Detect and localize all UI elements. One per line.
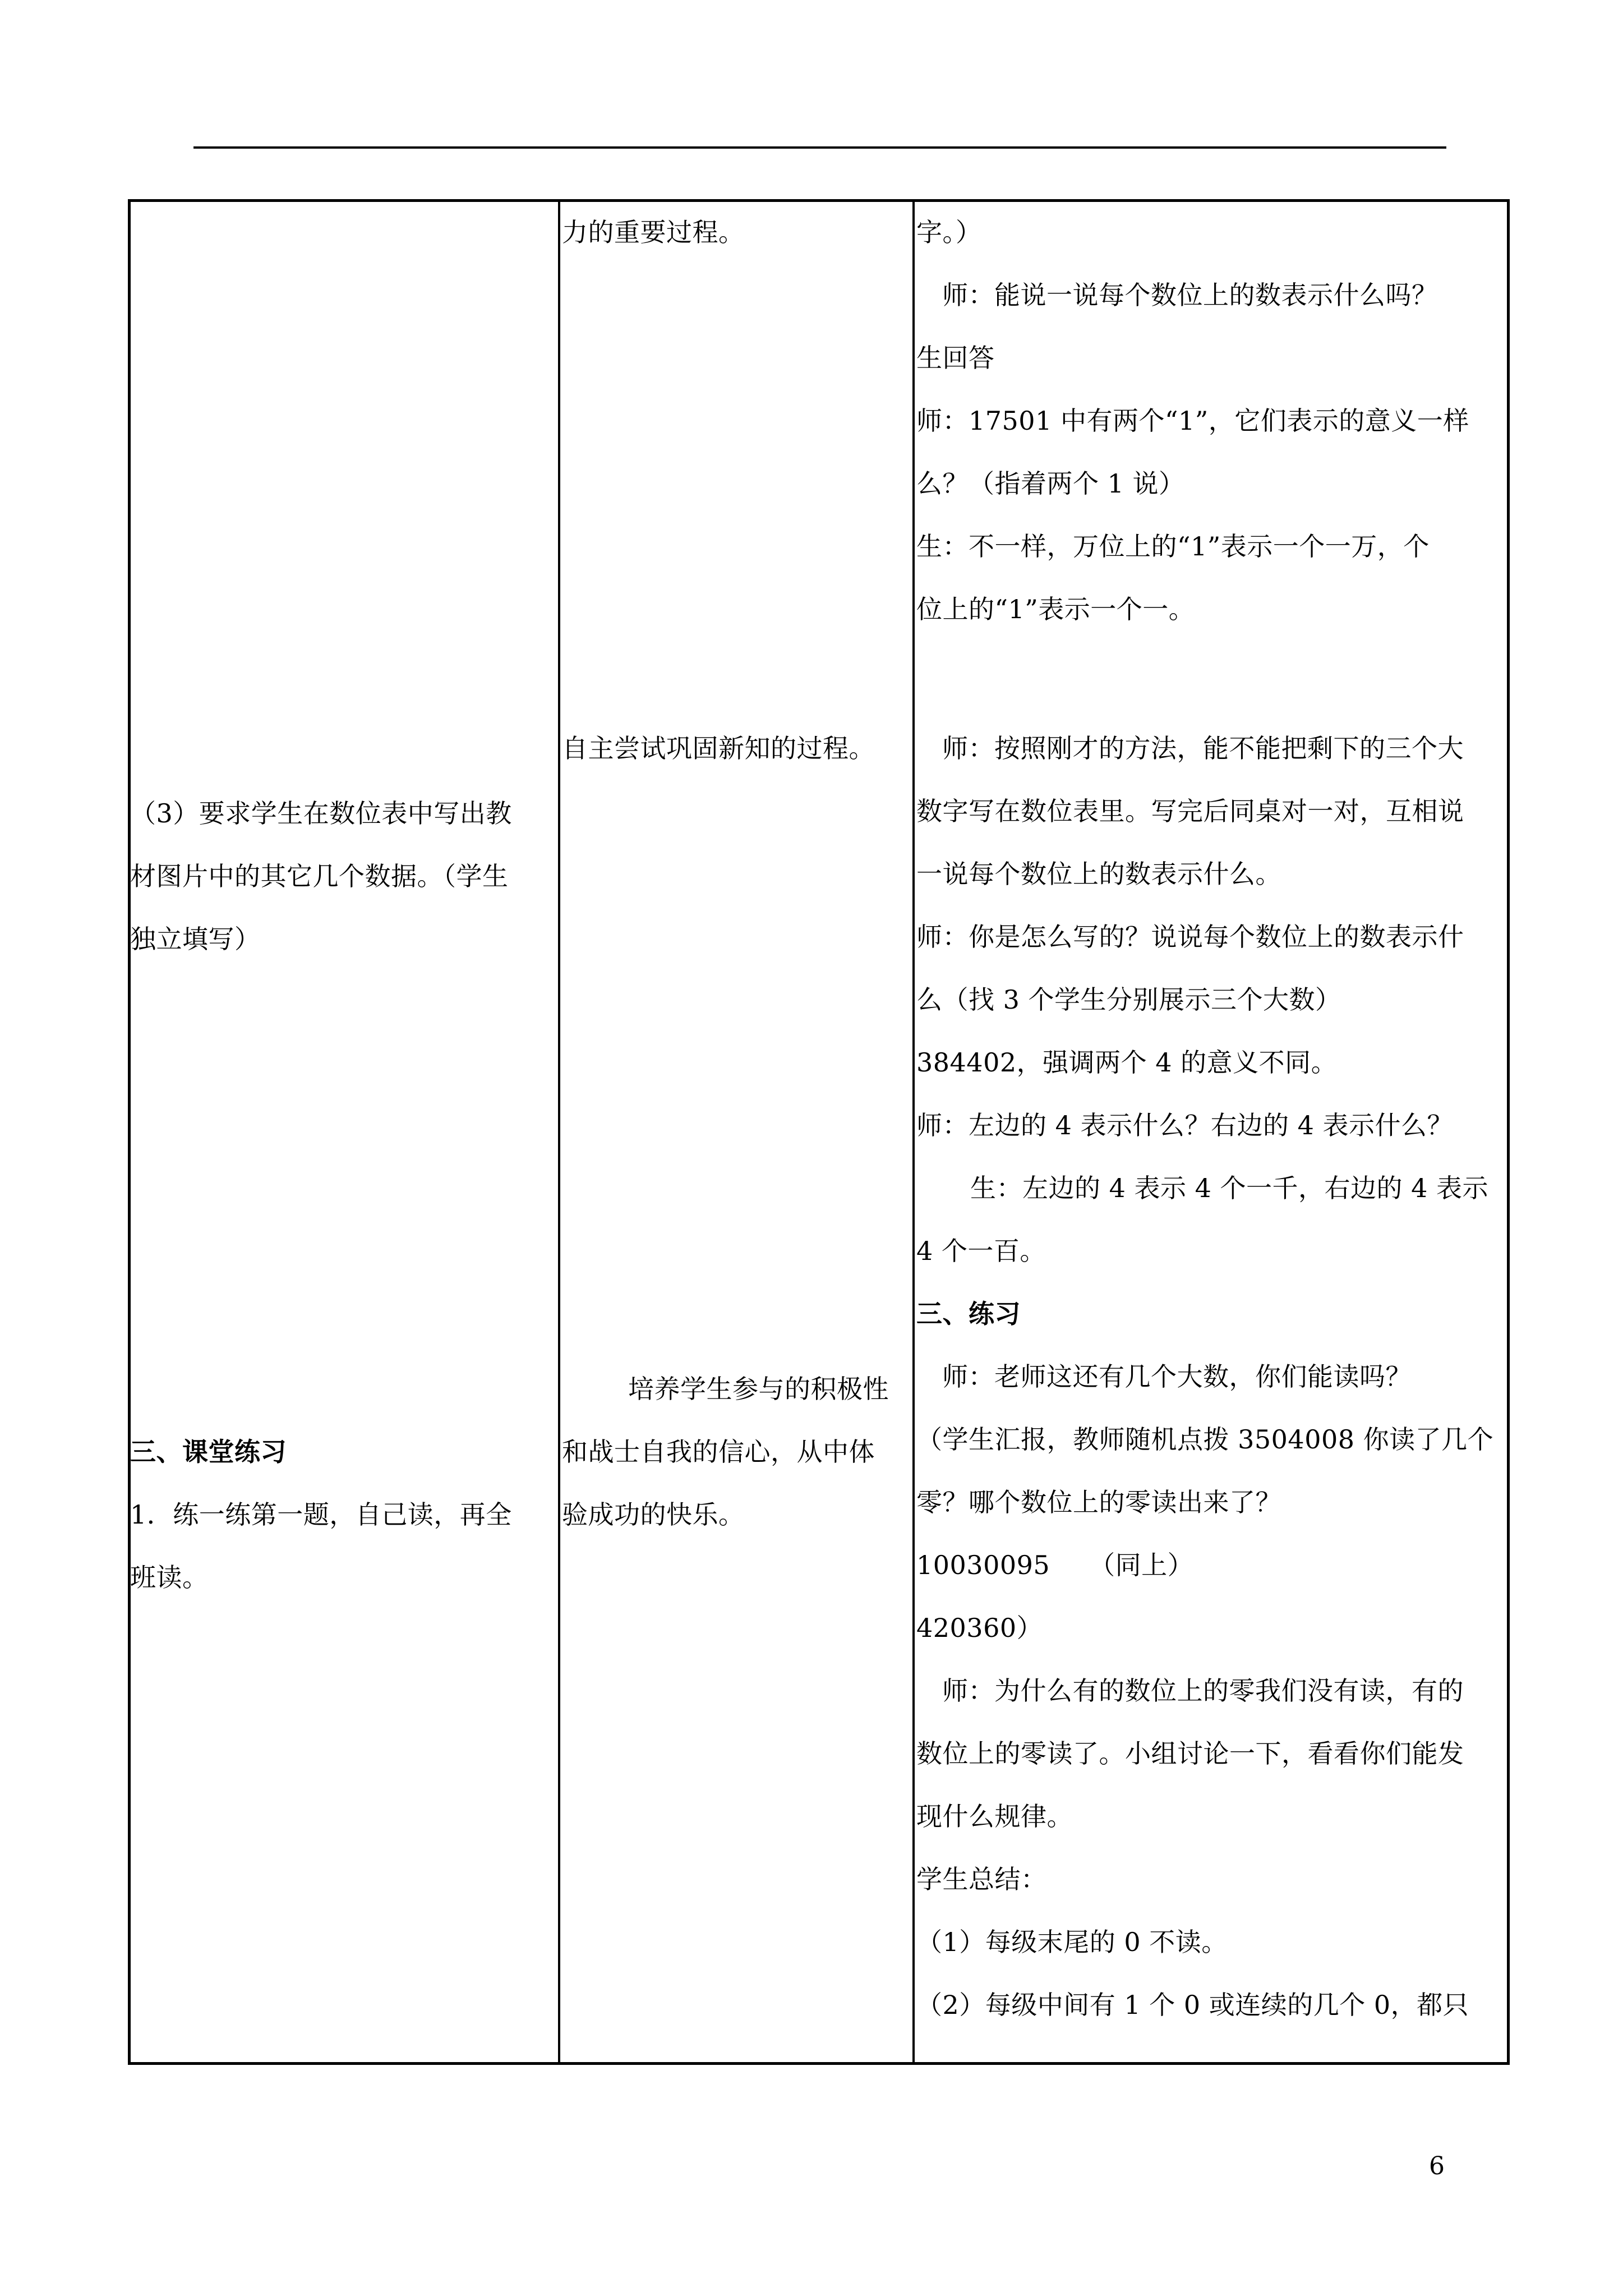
column3-line: 位上的“1”表示一个一。 <box>916 594 1195 624</box>
column3-line: 字。） <box>916 217 982 247</box>
column-divider-2 <box>912 199 915 2065</box>
column-divider-1 <box>558 199 560 2065</box>
column3-line: 师：老师这还有几个大数，你们能读吗？ <box>942 1361 1412 1392</box>
column2-line5: 验成功的快乐。 <box>562 1499 745 1530</box>
column3-line: 384402，强调两个 4 的意义不同。 <box>916 1047 1338 1078</box>
column1-practice-line1: 1．练一练第一题，自己读，再全 <box>130 1499 512 1530</box>
column3-line: 现什么规律。 <box>916 1801 1073 1832</box>
column3-line: 生：左边的 4 表示 4 个一千，右边的 4 表示 <box>970 1173 1489 1203</box>
column3-line: 数字写在数位表里。写完后同桌对一对，互相说 <box>916 796 1464 826</box>
column1-task-line2: 材图片中的其它几个数据。（学生 <box>130 861 509 891</box>
column3-section-heading: 三、练习 <box>916 1299 1021 1329</box>
column3-line: 师：能说一说每个数位上的数表示什么吗？ <box>942 280 1438 310</box>
column1-section-heading: 三、课堂练习 <box>130 1437 287 1467</box>
column3-line: （2）每级中间有 1 个 0 或连续的几个 0，都只 <box>916 1990 1469 2020</box>
column3-line: 一说每个数位上的数表示什么。 <box>916 859 1281 889</box>
column3-line: 生回答 <box>916 343 995 373</box>
column3-line: 420360） <box>916 1613 1043 1643</box>
column3-line: 10030095 （同上） <box>916 1550 1194 1580</box>
column3-line: 数位上的零读了。小组讨论一下，看看你们能发 <box>916 1738 1464 1769</box>
column3-line: 师：为什么有的数位上的零我们没有读，有的 <box>942 1676 1464 1706</box>
column3-line: 师：17501 中有两个“1”，它们表示的意义一样 <box>916 406 1469 436</box>
column3-line: 么（找 3 个学生分别展示三个大数） <box>916 984 1341 1015</box>
header-rule <box>193 146 1446 149</box>
column3-line: （学生汇报，教师随机点拨 3504008 你读了几个 <box>916 1424 1494 1455</box>
column3-line: 零？哪个数位上的零读出来了？ <box>916 1487 1281 1517</box>
page-number: 6 <box>1429 2152 1445 2180</box>
column2-line2: 自主尝试巩固新知的过程。 <box>562 733 875 763</box>
column3-line: 师：按照刚才的方法，能不能把剩下的三个大 <box>942 733 1464 763</box>
column3-line: 么？（指着两个 1 说） <box>916 468 1185 499</box>
column2-line1: 力的重要过程。 <box>562 217 745 247</box>
column3-line: 师：你是怎么写的？说说每个数位上的数表示什 <box>916 922 1464 952</box>
column1-task-line1: （3）要求学生在数位表中写出教 <box>130 798 512 829</box>
column1-task-line3: 独立填写） <box>130 924 261 954</box>
column3-line: 生：不一样，万位上的“1”表示一个一万，个 <box>916 531 1430 562</box>
column3-line: （1）每级末尾的 0 不读。 <box>916 1927 1228 1957</box>
column3-line: 4 个一百。 <box>916 1236 1046 1266</box>
column1-practice-line2: 班读。 <box>130 1562 209 1593</box>
column3-line: 师：左边的 4 表示什么？右边的 4 表示什么？ <box>916 1110 1454 1140</box>
column2-line3: 培养学生参与的积极性 <box>628 1374 889 1404</box>
column2-line4: 和战士自我的信心，从中体 <box>562 1437 875 1467</box>
column3-line: 学生总结： <box>916 1864 1047 1894</box>
